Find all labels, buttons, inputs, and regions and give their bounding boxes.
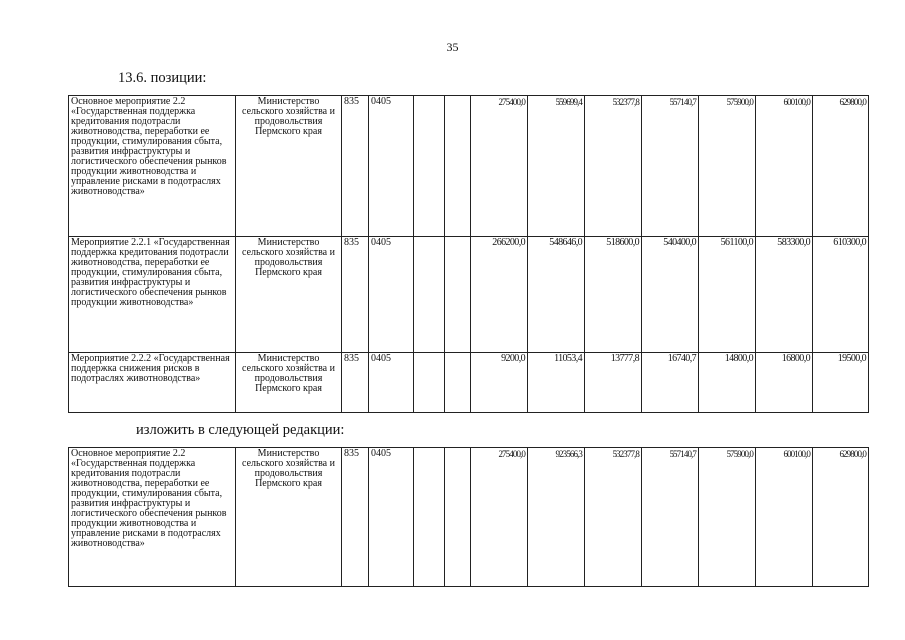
csr-code bbox=[414, 237, 445, 353]
amount-cell: 629800,0 bbox=[813, 448, 869, 587]
amount-cell: 518600,0 bbox=[585, 237, 642, 353]
old-positions-table bbox=[68, 95, 869, 413]
grbs-code: 835 bbox=[342, 96, 369, 237]
amount-cell: 13777,8 bbox=[585, 353, 642, 413]
vr-code bbox=[445, 96, 471, 237]
grbs-code: 835 bbox=[342, 353, 369, 413]
amount-cell: 275400,0 bbox=[471, 96, 528, 237]
csr-code bbox=[414, 448, 445, 587]
amount-cell: 16800,0 bbox=[756, 353, 813, 413]
amount-cell: 266200,0 bbox=[471, 237, 528, 353]
table-row bbox=[69, 237, 869, 353]
amount-cell: 600100,0 bbox=[756, 96, 813, 237]
amount-cell: 532377,8 bbox=[585, 96, 642, 237]
rzpr-code: 0405 bbox=[369, 96, 414, 237]
executor: Министерство сельского хозяйства и продовольствия Пермского края bbox=[236, 353, 342, 413]
amount-cell: 557140,7 bbox=[642, 96, 699, 237]
amount-cell: 548646,0 bbox=[528, 237, 585, 353]
rzpr-code: 0405 bbox=[369, 353, 414, 413]
table-row bbox=[69, 96, 869, 237]
vr-code bbox=[445, 448, 471, 587]
csr-code bbox=[414, 353, 445, 413]
amount-cell: 16740,7 bbox=[642, 353, 699, 413]
page-number: 35 bbox=[446, 40, 459, 54]
vr-code bbox=[445, 237, 471, 353]
executor: Министерство сельского хозяйства и продовольствия Пермского края bbox=[236, 96, 342, 237]
amount-cell: 540400,0 bbox=[642, 237, 699, 353]
amount-cell: 559699,4 bbox=[528, 96, 585, 237]
new-positions-table bbox=[68, 447, 869, 587]
grbs-code: 835 bbox=[342, 237, 369, 353]
amount-cell: 610300,0 bbox=[813, 237, 869, 353]
amount-cell: 11053,4 bbox=[528, 353, 585, 413]
amount-cell: 600100,0 bbox=[756, 448, 813, 587]
activity-name: Основное мероприятие 2.2 «Государственная поддержка кредитования подотрасли животноводства, переработки ее продукции, стимулирования сбыта, развития инфраструктуры и логистического обеспечения рынков продукции животноводства и управление рисками в подотраслях животноводства» bbox=[69, 448, 236, 587]
executor: Министерство сельского хозяйства и продовольствия Пермского края bbox=[236, 448, 342, 587]
amount-cell: 9200,0 bbox=[471, 353, 528, 413]
vr-code bbox=[445, 353, 471, 413]
rzpr-code: 0405 bbox=[369, 237, 414, 353]
activity-name: Мероприятие 2.2.2 «Государственная поддержка снижения рисков в подотраслях животноводства» bbox=[69, 353, 236, 413]
amount-cell: 629800,0 bbox=[813, 96, 869, 237]
replacement-heading: изложить в следующей редакции: bbox=[136, 422, 345, 438]
amount-cell: 575900,0 bbox=[699, 448, 756, 587]
rzpr-code: 0405 bbox=[369, 448, 414, 587]
amount-cell: 14800,0 bbox=[699, 353, 756, 413]
amount-cell: 575900,0 bbox=[699, 96, 756, 237]
amount-cell: 275400,0 bbox=[471, 448, 528, 587]
table-row bbox=[69, 448, 869, 587]
section-heading: 13.6. позиции: bbox=[118, 70, 207, 86]
amount-cell: 561100,0 bbox=[699, 237, 756, 353]
csr-code bbox=[414, 96, 445, 237]
amount-cell: 923566,3 bbox=[528, 448, 585, 587]
grbs-code: 835 bbox=[342, 448, 369, 587]
amount-cell: 19500,0 bbox=[813, 353, 869, 413]
activity-name: Основное мероприятие 2.2 «Государственная поддержка кредитования подотрасли животноводства, переработки ее продукции, стимулирования сбыта, развития инфраструктуры и логистического обеспечения рынков продукции животноводства и управление рисками в подотраслях животноводства» bbox=[69, 96, 236, 237]
activity-name: Мероприятие 2.2.1 «Государственная поддержка кредитования подотрасли животноводства, переработки ее продукции, стимулирования сбыта, развития инфраструктуры и логистического обеспечения рынков продукции животноводства» bbox=[69, 237, 236, 353]
amount-cell: 557140,7 bbox=[642, 448, 699, 587]
table-row bbox=[69, 353, 869, 413]
amount-cell: 532377,8 bbox=[585, 448, 642, 587]
amount-cell: 583300,0 bbox=[756, 237, 813, 353]
executor: Министерство сельского хозяйства и продовольствия Пермского края bbox=[236, 237, 342, 353]
